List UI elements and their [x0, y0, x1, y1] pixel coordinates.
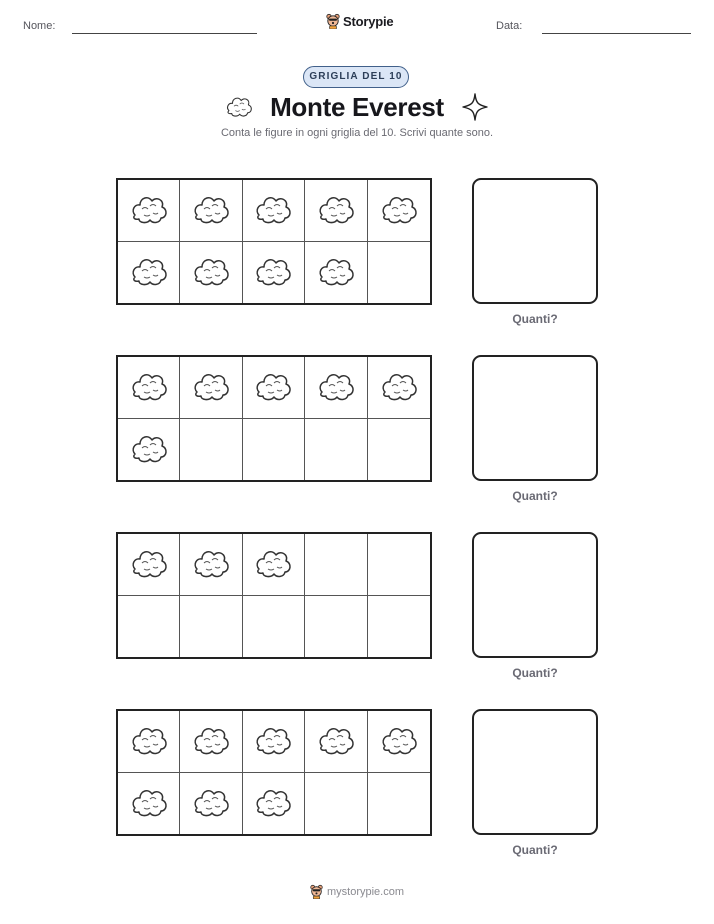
answer-box-1[interactable]	[472, 178, 598, 304]
footer-url: mystorypie.com	[326, 885, 405, 898]
cloud-icon	[253, 192, 293, 228]
bear-logo-icon	[326, 13, 340, 29]
ten-frame-cell	[243, 419, 305, 481]
date-label: Data:	[496, 20, 523, 32]
answer-label-4: Quanti?	[512, 843, 558, 857]
cloud-icon	[253, 369, 293, 405]
brand-logo	[326, 13, 393, 29]
ten-frame-cell	[118, 357, 180, 419]
answer-box-3[interactable]	[472, 532, 598, 658]
answer-label-1: Quanti?	[512, 312, 558, 326]
ten-frame-cell	[368, 180, 430, 242]
ten-frame-cell	[118, 711, 180, 773]
ten-frame-cell	[305, 711, 367, 773]
cloud-icon	[129, 369, 169, 405]
cloud-icon	[129, 192, 169, 228]
ten-frame-3	[116, 532, 432, 659]
ten-frame-cell	[180, 773, 242, 835]
cloud-icon	[253, 254, 293, 290]
ten-frame-cell	[118, 596, 180, 658]
cloud-icon	[316, 254, 356, 290]
footer	[0, 884, 714, 899]
cloud-icon	[129, 431, 169, 467]
ten-frame-cell	[118, 534, 180, 596]
answer-label-2: Quanti?	[512, 489, 558, 503]
ten-frame-cell	[305, 357, 367, 419]
ten-frame-cell	[368, 534, 430, 596]
cloud-icon	[191, 546, 231, 582]
ten-frame-cell	[243, 596, 305, 658]
ten-frame-cell	[118, 242, 180, 304]
cloud-icon	[253, 546, 293, 582]
name-label: Nome:	[23, 20, 56, 32]
ten-frame-cell	[180, 242, 242, 304]
ten-frame-cell	[243, 180, 305, 242]
cloud-icon	[129, 254, 169, 290]
cloud-icon	[253, 785, 293, 821]
cloud-icon	[316, 369, 356, 405]
cloud-icon	[129, 546, 169, 582]
ten-frame-cell	[305, 419, 367, 481]
answer-label-3: Quanti?	[512, 666, 558, 680]
answer-box-4[interactable]	[472, 709, 598, 835]
ten-frame-cell	[180, 357, 242, 419]
ten-frame-cell	[180, 180, 242, 242]
ten-frame-cell	[118, 419, 180, 481]
ten-frame-cell	[243, 773, 305, 835]
ten-frame-cell	[305, 596, 367, 658]
date-line[interactable]	[542, 33, 691, 34]
ten-frame-cell	[305, 180, 367, 242]
ten-frame-cell	[368, 773, 430, 835]
ten-frame-cell	[368, 357, 430, 419]
cloud-icon	[316, 192, 356, 228]
cloud-icon	[191, 192, 231, 228]
cloud-icon	[191, 723, 231, 759]
ten-frame-cell	[118, 180, 180, 242]
ten-frame-1	[116, 178, 432, 305]
ten-frame-cell	[368, 242, 430, 304]
instructions: Conta le figure in ogni griglia del 10. Scrivi quante sono.	[220, 127, 494, 139]
ten-frame-cell	[305, 773, 367, 835]
ten-frame-cell	[180, 419, 242, 481]
name-line[interactable]	[72, 33, 257, 34]
answer-box-2[interactable]	[472, 355, 598, 481]
ten-frame-cell	[243, 357, 305, 419]
cloud-icon	[379, 369, 419, 405]
bear-logo-icon	[310, 884, 323, 899]
cloud-icon	[316, 723, 356, 759]
worksheet-type-badge: GRIGLIA DEL 10	[303, 66, 409, 88]
ten-frame-cell	[180, 711, 242, 773]
cloud-icon	[379, 192, 419, 228]
ten-frame-cell	[368, 596, 430, 658]
ten-frame-cell	[305, 242, 367, 304]
cloud-icon	[129, 785, 169, 821]
ten-frame-cell	[368, 711, 430, 773]
brand-name: Storypie	[343, 13, 394, 29]
sparkle-icon	[462, 93, 488, 121]
ten-frame-2	[116, 355, 432, 482]
ten-frame-cell	[118, 773, 180, 835]
cloud-icon	[191, 369, 231, 405]
ten-frame-cell	[243, 534, 305, 596]
ten-frame-cell	[180, 534, 242, 596]
cloud-icon	[129, 723, 169, 759]
ten-frame-cell	[305, 534, 367, 596]
cloud-icon	[191, 785, 231, 821]
ten-frame-cell	[180, 596, 242, 658]
cloud-icon	[191, 254, 231, 290]
ten-frame-cell	[243, 242, 305, 304]
cloud-icon	[379, 723, 419, 759]
ten-frame-cell	[243, 711, 305, 773]
ten-frame-cell	[368, 419, 430, 481]
page-title: Monte Everest	[270, 92, 444, 122]
cloud-icon	[253, 723, 293, 759]
ten-frame-4	[116, 709, 432, 836]
